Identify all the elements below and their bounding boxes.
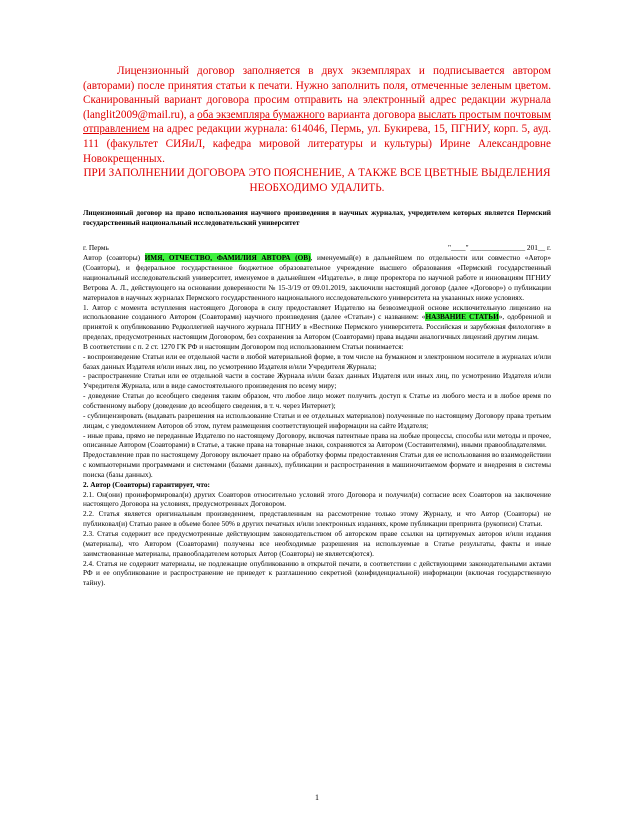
city: г. Пермь: [83, 243, 109, 253]
dateline: [83, 243, 551, 253]
clause-1: [83, 303, 551, 342]
notice-text-1: Лицензионный договор заполняется в двух экземплярах и подписывается автором (авторами) после принятия статьи к печати. Нужно заполнить поля, отмеченные зеленым цветом. Сканированный вариант договора просим отправить на электронный адрес редакции журнала (langlit2009@mail.ru), а: [83, 65, 551, 121]
paragraph: - доведение Статьи до всеобщего сведения таким образом, что любое лицо может получить доступ к Статье из любого места и в любое время по собственному выбору (доведение до всеобщего сведения, в т. ч. через Интернет);: [83, 391, 551, 410]
clause-1-text-b: », одобренной и принятой к опубликованию Редколлегией научного журнала ПГНИУ в «Вестнике Пермского университета. Российская и зарубежная филология» в пределах, предусмотренных настоящим Договором, без сохранения за Автором (Соавторами) права выдачи аналогичных лицензий другим лицам.: [83, 312, 551, 342]
date-field[interactable]: "____" _______________ 201__ г.: [448, 243, 551, 253]
document-page: [83, 64, 551, 588]
author-name-field[interactable]: ИМЯ, ОТЧЕСТВО, ФАМИЛИЯ АВТОРА (ОВ): [144, 253, 311, 263]
page-number: 1: [315, 793, 319, 802]
clause-1-text-a: 1. Автор с момента вступления настоящего Договора в силу предоставляет Издателю на безвозмездной основе исключительную лицензию на использование созданного Автором (Соавторами) научного произведения (далее «Статьи») с названием: «: [83, 302, 551, 322]
contract-title: Лицензионный договор на право использования научного произведения в научных журналах, учредителем которых является Пермский государственный национальный исследовательский университет: [83, 208, 551, 228]
paragraph: - сублицензировать (выдавать разрешения на использование Статьи и ее отдельных материалов) полученные по настоящему Договору права третьим лицам, с уведомлением Авторов об этом, путем размещения соответствующей информации на сайте Издателя;: [83, 410, 551, 430]
section-2-item: 2.4. Статья не содержит материалы, не подлежащие опубликованию в открытой печати, в соответствии с действующими законодательными актами РФ и ее опубликование и распространение не приведет к разглашению секретной (конфиденциальной) информации (включая государственную тайну).: [83, 558, 551, 588]
paragraph: - распространение Статьи или ее отдельной части в составе Журнала и/или базах данных Издателя или иных лиц, по усмотрению Издателя и/или Учредителя Журнала, или в виде самостоятельного произведения по всему миру;: [83, 371, 551, 391]
paragraph: В соответствии с п. 2 ст. 1270 ГК РФ и настоящим Договором под использованием Статьи понимается:: [83, 341, 404, 351]
intro-text-a: Автор (соавторы): [83, 253, 145, 263]
section-2-item: 2.2. Статья является оригинальным произведением, представленным на рассмотрение только этому Журналу, и что Автор (Соавторы) не публиковал(и) Статью ранее в объеме более 50% в других печатных и/или электронных изданиях, кроме публикации препринта (рукописи) Статьи.: [83, 509, 551, 529]
paragraph: - воспроизведение Статьи или ее отдельной части в любой материальной форме, в том числе на бумажном и электронном носителе в журналах и/или базах данных Издателя и/или иных лиц, по усмотрению Издателя и/или Учредителя Журнала;: [83, 351, 551, 371]
notice-text-2: варианта договора: [324, 108, 419, 121]
notice-caps-warning: ПРИ ЗАПОЛНЕНИИ ДОГОВОРА ЭТО ПОЯСНЕНИЕ, А ТАКЖЕ ВСЕ ЦВЕТНЫЕ ВЫДЕЛЕНИЯ НЕОБХОДИМО УДАЛИТЬ.: [83, 167, 551, 194]
article-title-field[interactable]: НАЗВАНИЕ СТАТЬИ: [425, 312, 499, 322]
instruction-notice: [83, 64, 551, 166]
notice-underlined-2: выслать простым почтовым отправлением: [83, 108, 551, 136]
section-2-heading: 2. Автор (Соавторы) гарантирует, что:: [83, 479, 210, 489]
intro-paragraph: [83, 253, 551, 302]
section-2-item: 2.3. Статья содержит все предусмотренные действующим законодательством об авторском праве ссылки на цитируемых авторов и/или издания (материалы), что Автором (Соавторами) получены все необходимые разрешения на используемые в Статье результаты, факты и иные заимствованные материалы, правообладателем которых Автор (Соавторы) не является(ются).: [83, 528, 551, 558]
notice-underlined-1: оба экземпляра бумажного: [197, 108, 325, 121]
paragraph: - иные права, прямо не переданные Издателю по настоящему Договору, включая патентные права на любые процессы, способы или методы и прочее, описанные Автором (Соавторами) в Статье, а также права на товарные знаки, сохраняются за Автором (Составителями), иными правообладателями.: [83, 430, 551, 450]
paragraph: Предоставление прав по настоящему Договору включает право на обработку формы предоставления Статьи для ее использования во взаимодействии с компьютерными программами и системами (базами данных), публикации и распространения в машиночитаемом формате и внедрения в системы поиска (базы данных).: [83, 450, 551, 479]
intro-text-b: , именуемый(е) в дальнейшем по отдельности или совместно «Автор» (Соавторы), и федеральное государственное бюджетное образовательное учреждение высшего образования «Пермский государственный национальный исследовательский университет, именуемое в дальнейшем «Издатель», в лице проректора по научной работе и инновациям ПГНИУ Ветрова А. Л., действующего на основании доверенности № 15-3/19 от 09.01.2019, заключили настоящий договор (далее «Договор») о публикации материалов в научных журналах Пермского государственного национального исследовательского университета на указанных ниже условиях.: [83, 253, 551, 302]
section-2-item: 2.1. Он(они) проинформировал(и) других Соавторов относительно условий этого Договора и получил(и) согласие всех Соавторов на заключение настоящего Договора на условиях, предусмотренных Договором.: [83, 489, 551, 509]
notice-text-3: на адрес редакции журнала: 614046, Пермь, ул. Букирева, 15, ПГНИУ, корп. 5, ауд. 111 (факультет СИЯиЛ, кафедра мировой литературы и культуры) Ирине Александровне Новокрещенных.: [83, 123, 551, 165]
